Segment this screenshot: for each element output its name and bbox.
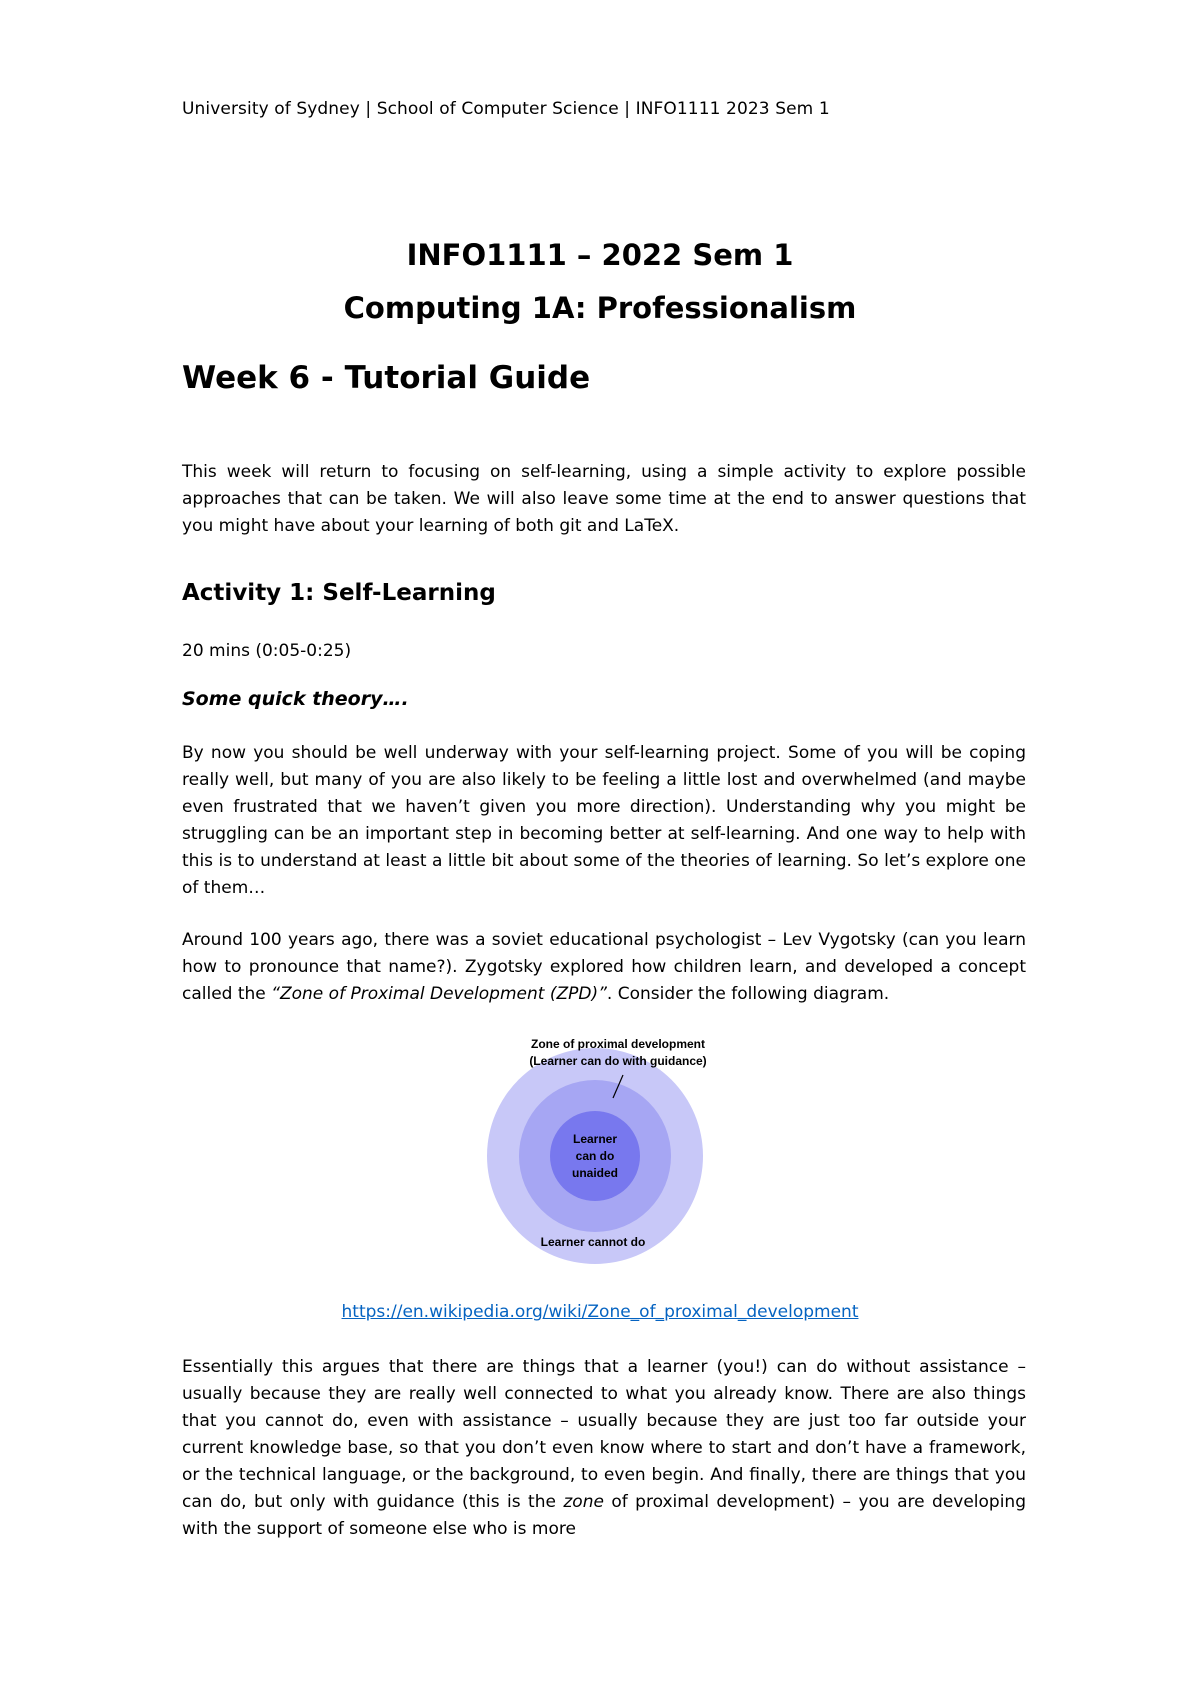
paragraph-vygotsky xyxy=(182,927,1026,1008)
outer-label: Learner cannot do xyxy=(540,1235,646,1249)
paragraph-zpd-text-b: of proximal development) – you are developing with the support of someone else who is more xyxy=(182,1492,1026,1539)
paragraph-vygotsky-text-a: Around 100 years ago, there was a soviet educational psychologist – Lev Vygotsky (can you learn how to pronounce that name?). Zygotsky explored how children learn, and developed a concept called the xyxy=(182,930,1026,1004)
wikipedia-link[interactable]: https://en.wikipedia.org/wiki/Zone_of_proximal_development xyxy=(341,1302,859,1322)
paragraph-vygotsky-text-b: . Consider the following diagram. xyxy=(606,984,890,1004)
activity-duration: 20 mins (0:05-0:25) xyxy=(182,641,352,661)
activity-title: Activity 1: Self-Learning xyxy=(182,580,496,606)
inner-label-line3: unaided xyxy=(571,1166,619,1180)
zpd-term: “Zone of Proximal Development (ZPD)” xyxy=(271,984,607,1004)
page-header: University of Sydney | School of Computer Science | INFO1111 2023 Sem 1 xyxy=(182,99,830,119)
paragraph-zpd-explanation xyxy=(182,1354,1026,1543)
week-title: Week 6 - Tutorial Guide xyxy=(182,360,591,396)
zone-term: zone xyxy=(563,1492,604,1512)
paragraph-zpd-text-a: Essentially this argues that there are things that a learner (you!) can do without assistance – usually because they are really well connected to what you already know. There are also things that you cannot do, even with assistance – usually because they are just too far outside your current knowledge base, so that you don’t even know where to start and don’t have a framework, or the technical language, or the background, to even begin. And finally, there are things that you can do, but only with guidance (this is the xyxy=(182,1357,1026,1512)
course-title: INFO1111 – 2022 Sem 1 xyxy=(406,238,794,272)
course-subtitle: Computing 1A: Professionalism xyxy=(343,291,857,325)
intro-paragraph: This week will return to focusing on self-learning, using a simple activity to explore possible approaches that can be taken. We will also leave some time at the end to answer questions that you might have about your learning of both git and LaTeX. xyxy=(182,462,1026,536)
section-subtitle: Some quick theory…. xyxy=(182,688,409,710)
zpd-label-line2: (Learner can do with guidance) xyxy=(529,1054,707,1068)
inner-label-line2: can do xyxy=(575,1149,615,1163)
paragraph-self-learning: By now you should be well underway with your self-learning project. Some of you will be coping really well, but many of you are also likely to be feeling a little lost and overwhelmed (and maybe even frustrated that we haven’t given you more direction). Understanding why you might be struggling can be an important step in becoming better at self-learning. And one way to help with this is to understand at least a little bit about some of the theories of learning. So let’s explore one of them… xyxy=(182,743,1026,898)
zpd-diagram xyxy=(470,1028,740,1268)
inner-label-line1: Learner xyxy=(572,1132,618,1146)
zpd-label-line1: Zone of proximal development xyxy=(530,1037,706,1051)
